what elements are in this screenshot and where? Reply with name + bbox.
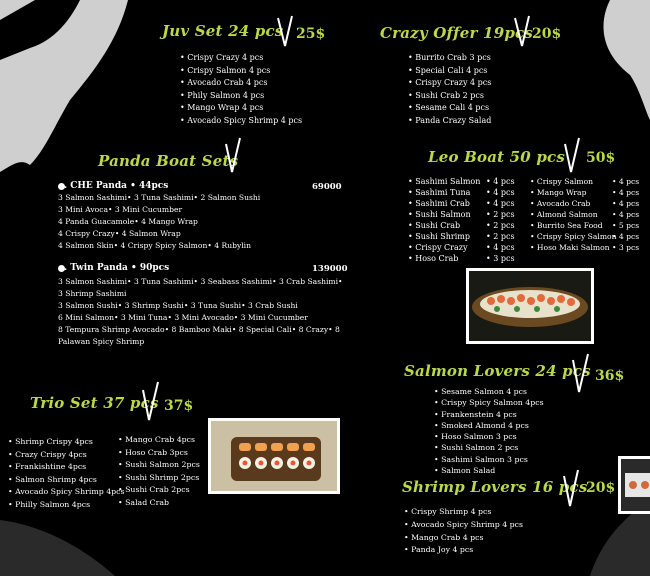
list-item: • Phily Salmon 4 pcs bbox=[180, 90, 302, 103]
che-panda-line: 4 Crispy Crazy• 4 Salmon Wrap bbox=[58, 229, 181, 238]
list-item: • 4 pcs bbox=[486, 176, 515, 187]
che-panda-line: 3 Mini Avoca• 3 Mini Cucumber bbox=[58, 205, 183, 214]
che-panda-price: 69000 bbox=[312, 182, 342, 192]
list-item: • Burrito Sea Food bbox=[530, 220, 617, 231]
list-item: • Mango Wrap 4 pcs bbox=[180, 102, 302, 115]
list-item: • Hoso Crab 3pcs bbox=[118, 447, 200, 460]
leo-boat-left-names bbox=[408, 176, 490, 264]
list-item: • Avocado Crab 4 pcs bbox=[180, 77, 302, 90]
list-item: • Burrito Crab 3 pcs bbox=[408, 52, 491, 65]
list-item: • Sushi Salmon bbox=[408, 209, 490, 220]
check-slash-icon bbox=[224, 136, 242, 174]
list-item: • Crispy Crazy 4 pcs bbox=[180, 52, 302, 65]
salmon-lovers-items bbox=[434, 386, 544, 476]
twin-panda-line: 6 Mini Salmon• 3 Mini Tuna• 3 Mini Avocado• 3 Mini Cucumber bbox=[58, 313, 308, 322]
list-item: • Panda Joy 4 pcs bbox=[404, 544, 523, 557]
list-item: • Sushi Shrimp bbox=[408, 231, 490, 242]
leo-boat-right-qty bbox=[612, 176, 639, 253]
list-item: • Crispy Salmon bbox=[530, 176, 617, 187]
list-item: • 4 pcs bbox=[612, 176, 639, 187]
list-item: • Sashimi Tuna bbox=[408, 187, 490, 198]
trio-set-left-items bbox=[8, 436, 125, 511]
list-item: • Mango Crab 4 pcs bbox=[404, 532, 523, 545]
check-slash-icon bbox=[140, 380, 160, 422]
leo-boat-right-names bbox=[530, 176, 617, 253]
sushi-image bbox=[621, 459, 650, 511]
list-item: • Sashimi Salmon bbox=[408, 176, 490, 187]
shrimp-lovers-photo bbox=[618, 456, 650, 514]
sushi-boat-image bbox=[469, 271, 591, 341]
check-slash-icon bbox=[570, 352, 590, 394]
shrimp-lovers-price: 20$ bbox=[586, 480, 616, 496]
twin-panda-line: Palawan Spicy Shrimp bbox=[58, 337, 145, 346]
twin-panda-line: 3 Shrimp Sashimi bbox=[58, 289, 127, 298]
che-panda-line: 4 Salmon Skin• 4 Crispy Spicy Salmon• 4 Rubylin bbox=[58, 241, 251, 250]
list-item: • 4 pcs bbox=[612, 187, 639, 198]
list-item: • Almond Salmon bbox=[530, 209, 617, 220]
list-item: • Shrimp Crispy 4pcs bbox=[8, 436, 125, 449]
twin-panda-price: 139000 bbox=[312, 264, 348, 274]
trio-set-right-items bbox=[118, 434, 200, 509]
list-item: • Philly Salmon 4pcs bbox=[8, 499, 125, 512]
juv-set-items bbox=[180, 52, 302, 127]
list-item: • 5 pcs bbox=[612, 220, 639, 231]
list-item: • Sushi Crab 2pcs bbox=[118, 484, 200, 497]
shrimp-lovers-title: Shrimp Lovers 16 pcs bbox=[402, 478, 588, 496]
check-slash-icon bbox=[563, 136, 581, 174]
leo-boat-title: Leo Boat 50 pcs bbox=[428, 148, 566, 166]
list-item: • Sushi Salmon 2pcs bbox=[118, 459, 200, 472]
list-item: • Avocado Spicy Shrimp 4 pcs bbox=[180, 115, 302, 128]
list-item: • 3 pcs bbox=[612, 242, 639, 253]
list-item: • Mango Wrap bbox=[530, 187, 617, 198]
list-item: • Special Cali 4 pcs bbox=[408, 65, 491, 78]
list-item: • Sesame Salmon 4 pcs bbox=[434, 386, 544, 397]
list-item: • Hoso Salmon 3 pcs bbox=[434, 431, 544, 442]
list-item: • Sushi Salmon 2 pcs bbox=[434, 442, 544, 453]
shrimp-lovers-items bbox=[404, 506, 523, 557]
twin-panda-line: 3 Salmon Sushi• 3 Shrimp Sushi• 3 Tuna Sushi• 3 Crab Sushi bbox=[58, 301, 298, 310]
list-item: • Crispy Salmon 4 pcs bbox=[180, 65, 302, 78]
panda-boat-title: Panda Boat Sets bbox=[98, 152, 239, 170]
list-item: • 4 pcs bbox=[612, 231, 639, 242]
list-item: • 4 pcs bbox=[486, 198, 515, 209]
list-item: • Hoso Maki Salmon bbox=[530, 242, 617, 253]
list-item: • Salad Crab bbox=[118, 497, 200, 510]
list-item: • 4 pcs bbox=[612, 209, 639, 220]
leo-boat-price: 50$ bbox=[586, 150, 616, 166]
che-panda-line: 3 Salmon Sashimi• 3 Tuna Sashimi• 2 Salmon Sushi bbox=[58, 193, 261, 202]
list-item: • Crispy Spicy Salmon 4pcs bbox=[434, 397, 544, 408]
salmon-lovers-price: 36$ bbox=[595, 368, 625, 384]
list-item: • Smoked Almond 4 pcs bbox=[434, 420, 544, 431]
list-item: • Crispy Spicy Salmon bbox=[530, 231, 617, 242]
che-panda-name: . CHE Panda • 44pcs bbox=[64, 181, 169, 191]
list-item: • Frankishtine 4pcs bbox=[8, 461, 125, 474]
list-item: • Panda Crazy Salad bbox=[408, 115, 491, 128]
juv-set-price: 25$ bbox=[296, 26, 326, 42]
crazy-offer-title: Crazy Offer 19pcs bbox=[380, 24, 533, 42]
leo-boat-photo bbox=[466, 268, 594, 344]
list-item: • 4 pcs bbox=[486, 242, 515, 253]
list-item: • Crispy Crazy bbox=[408, 242, 490, 253]
list-item: • Avocado Crab bbox=[530, 198, 617, 209]
sushi-platter-image bbox=[211, 421, 337, 491]
twin-panda-line: 8 Tempura Shrimp Avocado• 8 Bamboo Maki• 8 Special Cali• 8 Crazy• 8 bbox=[58, 325, 340, 334]
list-item: • 2 pcs bbox=[486, 209, 515, 220]
twin-panda-name: . Twin Panda • 90pcs bbox=[64, 263, 170, 273]
list-item: • Sushi Crab 2 pcs bbox=[408, 90, 491, 103]
twin-panda-line: 3 Salmon Sashimi• 3 Tuna Sashimi• 3 Seabass Sashimi• 3 Crab Sashimi• bbox=[58, 277, 343, 286]
check-slash-icon bbox=[562, 468, 580, 508]
che-panda-line: 4 Panda Guacamole• 4 Mango Wrap bbox=[58, 217, 198, 226]
check-slash-icon bbox=[276, 14, 294, 48]
trio-set-title: Trio Set 37 pcs bbox=[30, 394, 159, 412]
check-slash-icon bbox=[513, 14, 531, 48]
list-item: • Salmon Salad bbox=[434, 465, 544, 476]
list-item: • Crazy Crispy 4pcs bbox=[8, 449, 125, 462]
list-item: • Crispy Shrimp 4 pcs bbox=[404, 506, 523, 519]
trio-set-photo bbox=[208, 418, 340, 494]
salmon-lovers-title: Salmon Lovers 24 pcs bbox=[404, 362, 591, 380]
list-item: • Avocado Spicy Shrimp 4 pcs bbox=[404, 519, 523, 532]
list-item: • 4 pcs bbox=[486, 187, 515, 198]
list-item: • 2 pcs bbox=[486, 220, 515, 231]
list-item: • Frankenstein 4 pcs bbox=[434, 409, 544, 420]
list-item: • Avocado Spicy Shrimp 4pcs bbox=[8, 486, 125, 499]
list-item: • Sashimi Crab bbox=[408, 198, 490, 209]
list-item: • 3 pcs bbox=[486, 253, 515, 264]
list-item: • Crispy Crazy 4 pcs bbox=[408, 77, 491, 90]
list-item: • Salmon Shrimp 4pcs bbox=[8, 474, 125, 487]
list-item: • Sushi Shrimp 2pcs bbox=[118, 472, 200, 485]
juv-set-title: Juv Set 24 pcs bbox=[162, 22, 284, 40]
crazy-offer-price: 20$ bbox=[532, 26, 562, 42]
trio-set-price: 37$ bbox=[164, 398, 194, 414]
list-item: • Sushi Crab bbox=[408, 220, 490, 231]
list-item: • Mango Crab 4pcs bbox=[118, 434, 200, 447]
list-item: • Sashimi Salmon 3 pcs bbox=[434, 454, 544, 465]
leo-boat-left-qty bbox=[486, 176, 515, 264]
list-item: • Hoso Crab bbox=[408, 253, 490, 264]
list-item: • Sesame Cali 4 pcs bbox=[408, 102, 491, 115]
crazy-offer-items bbox=[408, 52, 491, 127]
list-item: • 4 pcs bbox=[612, 198, 639, 209]
list-item: • 2 pcs bbox=[486, 231, 515, 242]
